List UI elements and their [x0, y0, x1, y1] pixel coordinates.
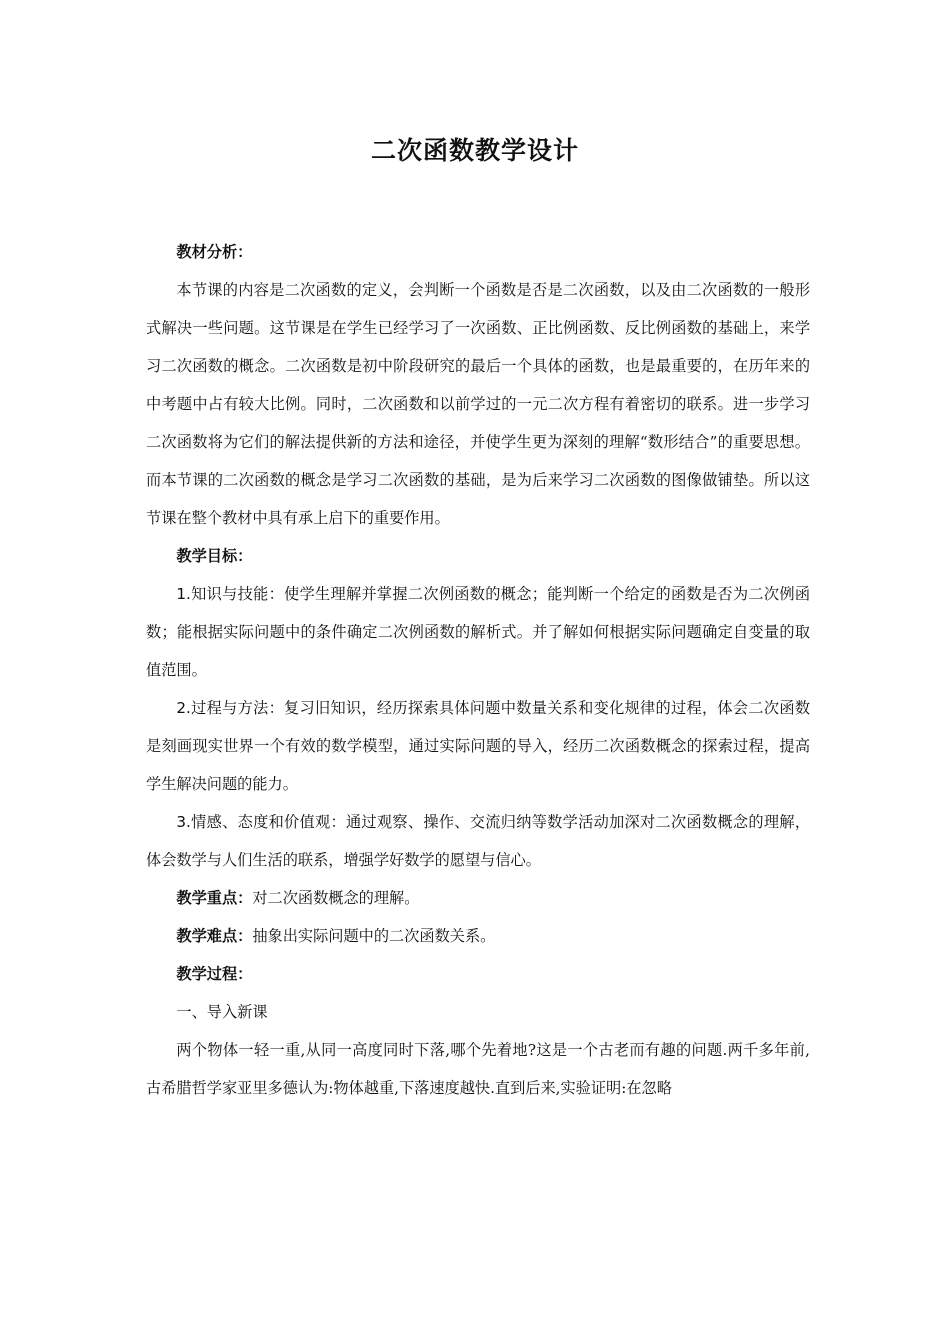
goal-3-paragraph [146, 803, 810, 879]
analysis-heading: 教材分析： [176, 243, 253, 261]
document-title: 二次函数教学设计 [370, 136, 579, 165]
document-body [146, 233, 810, 1107]
goal-1-paragraph [146, 575, 810, 689]
difficulty-label: 教学难点： [176, 927, 253, 945]
goal-3-text: 情感、态度和价值观：通过观察、操作、交流归纳等数学活动加深对二次函数概念的理解，体会数学与人们生活的联系，增强学好数学的愿望与信心。 [146, 813, 810, 869]
key-point-text: 对二次函数概念的理解。 [252, 889, 420, 907]
step-1-heading: 一、导入新课 [176, 1003, 268, 1021]
goals-heading: 教学目标： [176, 547, 253, 565]
difficulty-text: 抽象出实际问题中的二次函数关系。 [252, 927, 496, 945]
analysis-paragraph: 本节课的内容是二次函数的定义，会判断一个函数是否是二次函数，以及由二次函数的一般形式解决一些问题。这节课是在学生已经学习了一次函数、正比例函数、反比例函数的基础上，来学习二次函数的概念。二次函数是初中阶段研究的最后一个具体的函数，也是最重要的，在历年来的中考题中占有较大比例。同时，二次函数和以前学过的一元二次方程有着密切的联系。进一步学习二次函数将为它们的解法提供新的方法和途径，并使学生更为深刻的理解“数形结合”的重要思想。而本节课的二次函数的概念是学习二次函数的基础，是为后来学习二次函数的图像做铺垫。所以这节课在整个教材中具有承上启下的重要作用。 [146, 281, 810, 527]
goal-3-number: 3. [176, 813, 191, 831]
goal-2-text: 过程与方法：复习旧知识，经历探索具体问题中数量关系和变化规律的过程，体会二次函数是刻画现实世界一个有效的数学模型，通过实际问题的导入，经历二次函数概念的探索过程，提高学生解决问题的能力。 [146, 699, 810, 793]
key-point-label: 教学重点： [176, 889, 253, 907]
process-heading: 教学过程： [176, 965, 253, 983]
key-point-paragraph [146, 879, 810, 917]
goal-2-paragraph [146, 689, 810, 803]
difficulty-paragraph [146, 917, 810, 955]
goal-1-text: 知识与技能：使学生理解并掌握二次例函数的概念；能判断一个给定的函数是否为二次例函数；能根据实际问题中的条件确定二次例函数的解析式。并了解如何根据实际问题确定自变量的取值范围。 [146, 585, 810, 679]
goal-2-number: 2. [176, 699, 191, 717]
goal-1-number: 1. [176, 585, 191, 603]
step-1-paragraph: 两个物体一轻一重,从同一高度同时下落,哪个先着地?这是一个古老而有趣的问题.两千多年前,古希腊哲学家亚里多德认为:物体越重,下落速度越快.直到后来,实验证明:在忽略 [146, 1041, 810, 1097]
